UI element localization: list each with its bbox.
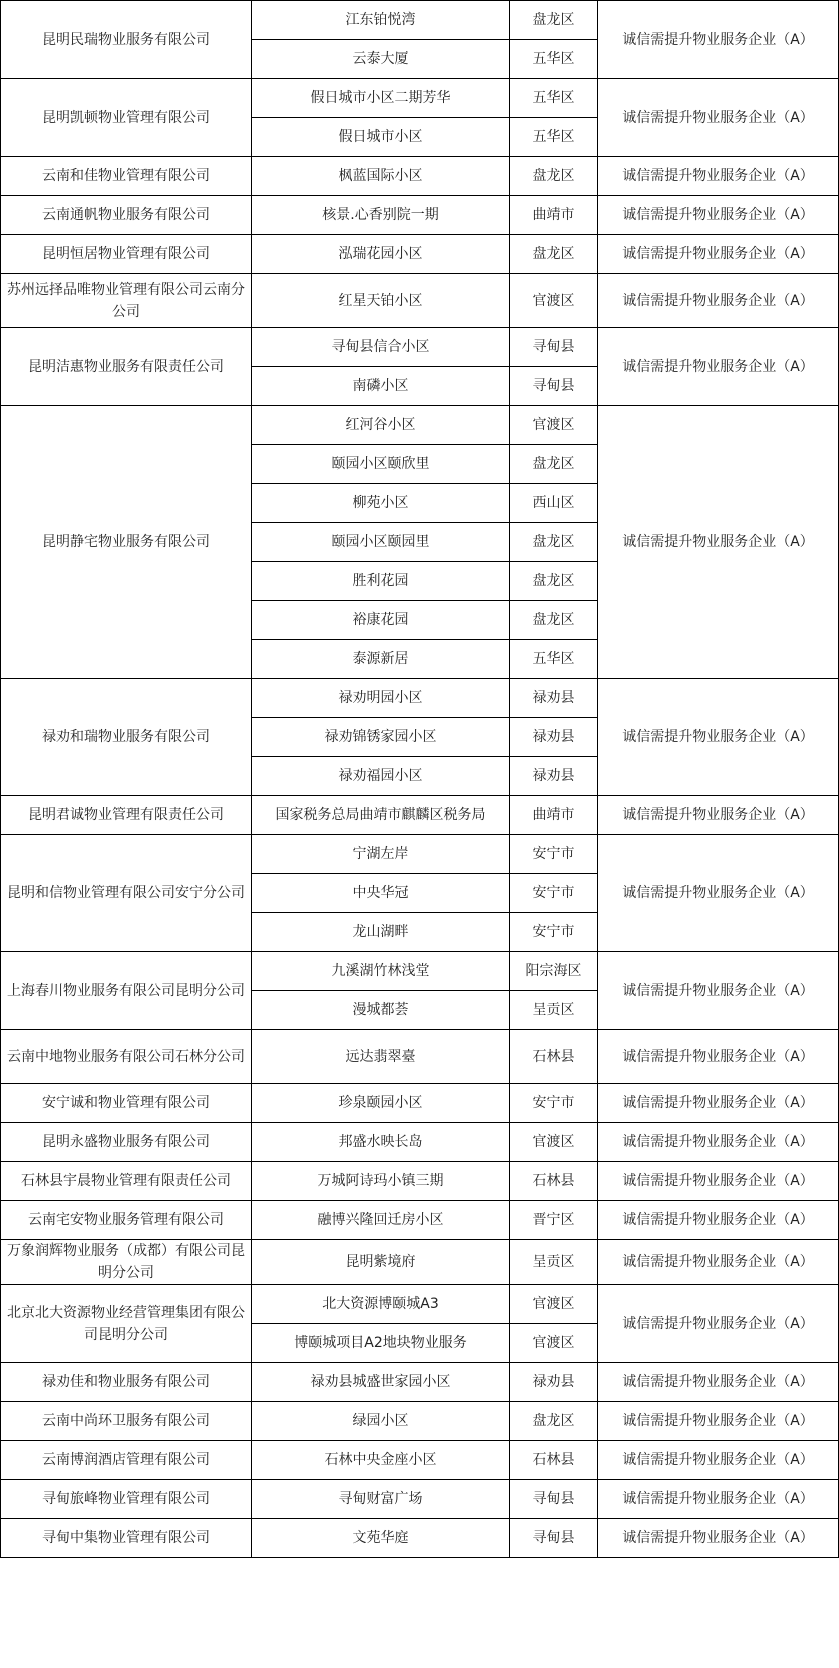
district-cell: 寻甸县 [510,367,598,406]
rating-cell: 诚信需提升物业服务企业（A） [598,235,839,274]
district-cell: 五华区 [510,40,598,79]
table-row [1,196,839,235]
project-cell: 北大资源博颐城A3 [252,1285,510,1324]
project-cell: 中央华冠 [252,874,510,913]
district-cell: 盘龙区 [510,157,598,196]
district-cell: 盘龙区 [510,523,598,562]
rating-cell: 诚信需提升物业服务企业（A） [598,835,839,952]
district-cell: 西山区 [510,484,598,523]
rating-cell: 诚信需提升物业服务企业（A） [598,1201,839,1240]
company-cell: 禄劝和瑞物业服务有限公司 [1,679,252,796]
project-cell: 红星天铂小区 [252,274,510,328]
table-row [1,1240,839,1285]
rating-cell: 诚信需提升物业服务企业（A） [598,1441,839,1480]
project-cell: 枫蓝国际小区 [252,157,510,196]
district-cell: 盘龙区 [510,445,598,484]
company-cell: 寻甸旅峰物业管理有限公司 [1,1480,252,1519]
rating-cell: 诚信需提升物业服务企业（A） [598,952,839,1030]
district-cell: 曲靖市 [510,196,598,235]
project-cell: 禄劝福园小区 [252,757,510,796]
rating-cell: 诚信需提升物业服务企业（A） [598,1123,839,1162]
rating-cell: 诚信需提升物业服务企业（A） [598,1,839,79]
project-cell: 国家税务总局曲靖市麒麟区税务局 [252,796,510,835]
project-cell: 万城阿诗玛小镇三期 [252,1162,510,1201]
district-cell: 寻甸县 [510,1480,598,1519]
rating-cell: 诚信需提升物业服务企业（A） [598,328,839,406]
rating-cell: 诚信需提升物业服务企业（A） [598,1363,839,1402]
district-cell: 官渡区 [510,1285,598,1324]
district-cell: 禄劝县 [510,757,598,796]
district-cell: 盘龙区 [510,601,598,640]
table-row [1,1084,839,1123]
table-row [1,1402,839,1441]
rating-cell: 诚信需提升物业服务企业（A） [598,406,839,679]
project-cell: 龙山湖畔 [252,913,510,952]
project-cell: 假日城市小区二期芳华 [252,79,510,118]
project-cell: 邦盛水映长岛 [252,1123,510,1162]
project-cell: 胜利花园 [252,562,510,601]
company-cell: 上海春川物业服务有限公司昆明分公司 [1,952,252,1030]
project-cell: 泓瑞花园小区 [252,235,510,274]
district-cell: 石林县 [510,1441,598,1480]
company-cell: 昆明君诚物业管理有限责任公司 [1,796,252,835]
district-cell: 禄劝县 [510,679,598,718]
project-cell: 假日城市小区 [252,118,510,157]
project-cell: 禄劝县城盛世家园小区 [252,1363,510,1402]
project-cell: 昆明紫境府 [252,1240,510,1285]
district-cell: 晋宁区 [510,1201,598,1240]
project-cell: 江东铂悦湾 [252,1,510,40]
rating-cell: 诚信需提升物业服务企业（A） [598,79,839,157]
rating-cell: 诚信需提升物业服务企业（A） [598,679,839,796]
rating-cell: 诚信需提升物业服务企业（A） [598,1240,839,1285]
district-cell: 盘龙区 [510,562,598,601]
district-cell: 官渡区 [510,274,598,328]
table-row [1,835,839,874]
district-cell: 安宁市 [510,1084,598,1123]
company-cell: 云南中地物业服务有限公司石林分公司 [1,1030,252,1084]
company-cell: 昆明恒居物业管理有限公司 [1,235,252,274]
rating-cell: 诚信需提升物业服务企业（A） [598,157,839,196]
project-cell: 漫城都荟 [252,991,510,1030]
project-cell: 柳苑小区 [252,484,510,523]
rating-cell: 诚信需提升物业服务企业（A） [598,196,839,235]
district-cell: 石林县 [510,1162,598,1201]
district-cell: 呈贡区 [510,1240,598,1285]
company-cell: 云南宅安物业服务管理有限公司 [1,1201,252,1240]
project-cell: 颐园小区颐园里 [252,523,510,562]
district-cell: 盘龙区 [510,1402,598,1441]
rating-cell: 诚信需提升物业服务企业（A） [598,274,839,328]
project-cell: 九溪湖竹林浅堂 [252,952,510,991]
project-cell: 融博兴隆回迁房小区 [252,1201,510,1240]
project-cell: 寻甸县信合小区 [252,328,510,367]
company-cell: 昆明静宅物业服务有限公司 [1,406,252,679]
table-row [1,1,839,40]
project-cell: 红河谷小区 [252,406,510,445]
table-body [1,1,839,1558]
company-cell: 云南和佳物业管理有限公司 [1,157,252,196]
table-row [1,235,839,274]
rating-cell: 诚信需提升物业服务企业（A） [598,1402,839,1441]
district-cell: 呈贡区 [510,991,598,1030]
project-cell: 绿园小区 [252,1402,510,1441]
table-row [1,79,839,118]
company-cell: 苏州远择品唯物业管理有限公司云南分公司 [1,274,252,328]
company-cell: 云南中尚环卫服务有限公司 [1,1402,252,1441]
table-row [1,1480,839,1519]
project-cell: 禄劝明园小区 [252,679,510,718]
table-row [1,1201,839,1240]
table-row [1,157,839,196]
table-row [1,1441,839,1480]
project-cell: 泰源新居 [252,640,510,679]
rating-cell: 诚信需提升物业服务企业（A） [598,1480,839,1519]
table-row [1,328,839,367]
rating-cell: 诚信需提升物业服务企业（A） [598,1285,839,1363]
district-cell: 五华区 [510,118,598,157]
company-cell: 云南博润酒店管理有限公司 [1,1441,252,1480]
district-cell: 禄劝县 [510,1363,598,1402]
district-cell: 安宁市 [510,913,598,952]
table-row [1,274,839,328]
district-cell: 五华区 [510,79,598,118]
project-cell: 颐园小区颐欣里 [252,445,510,484]
company-cell: 昆明凯顿物业管理有限公司 [1,79,252,157]
table-row [1,1162,839,1201]
district-cell: 禄劝县 [510,718,598,757]
company-cell: 安宁诚和物业管理有限公司 [1,1084,252,1123]
table-row [1,679,839,718]
district-cell: 安宁市 [510,874,598,913]
district-cell: 安宁市 [510,835,598,874]
district-cell: 阳宗海区 [510,952,598,991]
table-row [1,952,839,991]
table-row [1,1363,839,1402]
company-cell: 昆明永盛物业服务有限公司 [1,1123,252,1162]
table-row [1,796,839,835]
rating-cell: 诚信需提升物业服务企业（A） [598,796,839,835]
project-cell: 文苑华庭 [252,1519,510,1558]
project-cell: 南磷小区 [252,367,510,406]
project-cell: 珍泉颐园小区 [252,1084,510,1123]
project-cell: 禄劝锦锈家园小区 [252,718,510,757]
district-cell: 寻甸县 [510,328,598,367]
district-cell: 石林县 [510,1030,598,1084]
district-cell: 寻甸县 [510,1519,598,1558]
project-cell: 石林中央金座小区 [252,1441,510,1480]
company-cell: 石林县宇晨物业管理有限责任公司 [1,1162,252,1201]
table-row [1,1285,839,1324]
table-row [1,1123,839,1162]
project-cell: 云泰大厦 [252,40,510,79]
project-cell: 裕康花园 [252,601,510,640]
rating-cell: 诚信需提升物业服务企业（A） [598,1519,839,1558]
company-cell: 万象润辉物业服务（成都）有限公司昆明分公司 [1,1240,252,1285]
company-cell: 禄劝佳和物业服务有限公司 [1,1363,252,1402]
project-cell: 博颐城项目A2地块物业服务 [252,1324,510,1363]
project-cell: 核景.心香别院一期 [252,196,510,235]
rating-cell: 诚信需提升物业服务企业（A） [598,1030,839,1084]
district-cell: 官渡区 [510,1123,598,1162]
company-cell: 昆明洁惠物业服务有限责任公司 [1,328,252,406]
rating-cell: 诚信需提升物业服务企业（A） [598,1084,839,1123]
table-row [1,1030,839,1084]
district-cell: 官渡区 [510,1324,598,1363]
company-cell: 云南通帆物业服务有限公司 [1,196,252,235]
district-cell: 五华区 [510,640,598,679]
table-row [1,406,839,445]
company-cell: 北京北大资源物业经营管理集团有限公司昆明分公司 [1,1285,252,1363]
table-row [1,1519,839,1558]
district-cell: 盘龙区 [510,1,598,40]
rating-cell: 诚信需提升物业服务企业（A） [598,1162,839,1201]
project-cell: 寻甸财富广场 [252,1480,510,1519]
company-cell: 昆明民瑞物业服务有限公司 [1,1,252,79]
project-cell: 远达翡翠臺 [252,1030,510,1084]
district-cell: 官渡区 [510,406,598,445]
project-cell: 宁湖左岸 [252,835,510,874]
district-cell: 曲靖市 [510,796,598,835]
district-cell: 盘龙区 [510,235,598,274]
company-cell: 昆明和信物业管理有限公司安宁分公司 [1,835,252,952]
company-cell: 寻甸中集物业管理有限公司 [1,1519,252,1558]
